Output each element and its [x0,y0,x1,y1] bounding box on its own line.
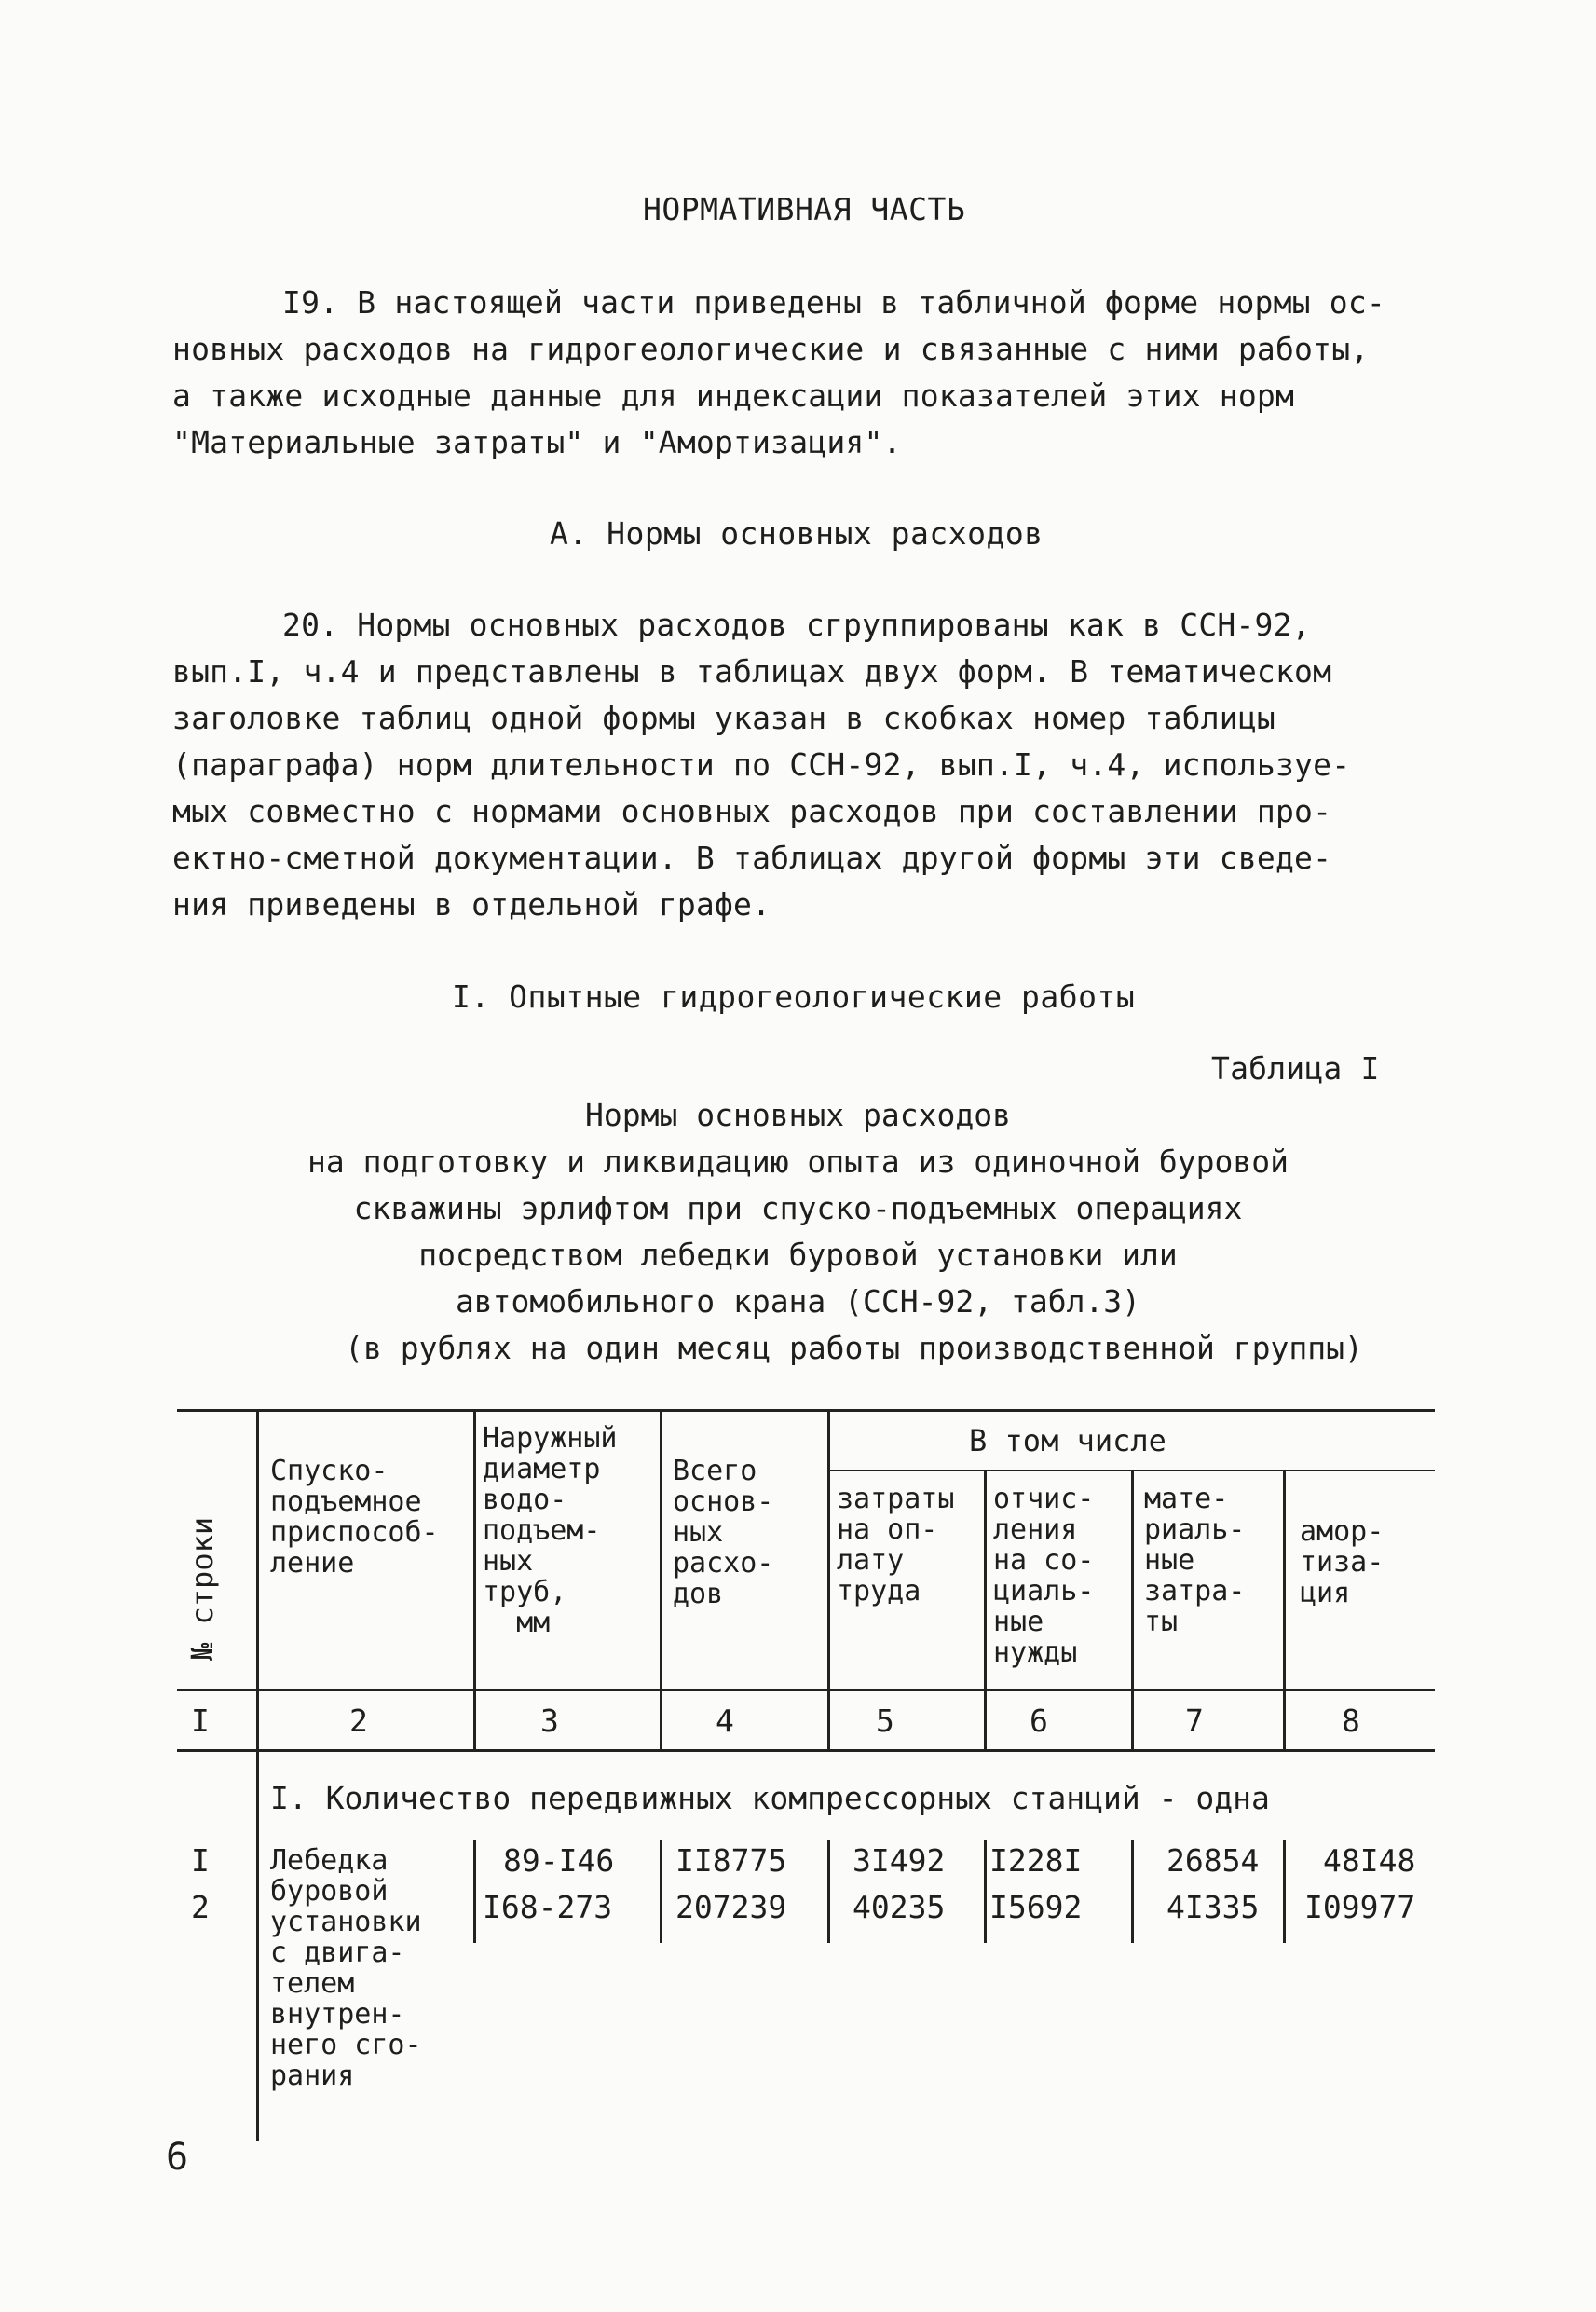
column-number: 4 [716,1703,734,1739]
column-number: 8 [1342,1703,1360,1739]
amortization-header: амор- тиза- ция [1300,1515,1385,1609]
materials-cell: 4I335 [1166,1889,1260,1925]
row-number: I [191,1842,210,1879]
labor-cell: 3I492 [853,1842,946,1879]
intro-line: новных расходов на гидрогеологические и связанные с ними работы, [172,331,1370,367]
materials-header: мате- риаль- ные затра- ты [1144,1483,1246,1638]
para20-line: заголовке таблиц одной формы указан в скобках номер таблицы [172,700,1275,736]
para20-line: 20. Нормы основных расходов сгруппированы как в ССН-92, [282,607,1311,643]
col-divider [473,1409,476,1749]
row-number: 2 [191,1889,210,1925]
total-cell: 207239 [675,1889,787,1925]
intro-line: I9. В настоящей части приведены в табличной форме нормы ос- [282,284,1385,321]
table-caption-line: посредством лебедки буровой установки или [418,1237,1178,1273]
col-divider [1283,1840,1286,1943]
page-title: НОРМАТИВНАЯ ЧАСТЬ [643,191,966,227]
social-cell: I5692 [989,1889,1083,1925]
table-caption-line: Нормы основных расходов [585,1097,1011,1133]
device-cell: Лебедка буровой установки с двига- телем внутрен- него сго- рания [270,1844,422,2092]
labor-header: затраты на оп- лату труда [837,1483,955,1607]
col-divider [660,1840,662,1943]
group-title: I. Количество передвижных компрессорных станций - одна [270,1780,1270,1816]
table-caption-line: скважины эрлифтом при спуско-подъемных операциях [353,1190,1243,1226]
col-divider [827,1409,830,1749]
table-label: Таблица I [1211,1050,1380,1087]
col-divider [984,1470,987,1749]
col-divider [984,1840,987,1943]
materials-cell: 26854 [1166,1842,1260,1879]
table-caption-line: (в рублях на один месяц работы производственной группы) [345,1330,1363,1366]
column-number: I [191,1703,210,1739]
para20-line: вып.I, ч.4 и представлены в таблицах двух форм. В тематическом [172,653,1332,690]
total-cell: II8775 [675,1842,787,1879]
col-divider [1131,1840,1134,1943]
table-caption-line: на подготовку и ликвидацию опыта из одиночной буровой [307,1143,1289,1180]
column-number: 6 [1030,1703,1048,1739]
col-divider [827,1840,830,1943]
intro-line: а также исходные данные для индексации показателей этих норм [172,377,1295,414]
col-divider [1131,1470,1134,1749]
col-divider [660,1409,662,1749]
social-header: отчис- ления на со- циаль- ные нужды [993,1483,1095,1669]
amortization-cell: I09977 [1304,1889,1416,1925]
table-top-rule [177,1409,1435,1412]
amortization-cell: 48I48 [1323,1842,1416,1879]
device-header: Спуско- подъемное приспособ- ление [270,1455,439,1580]
group-header: В том числе [969,1423,1166,1458]
social-cell: I228I [989,1842,1083,1879]
para20-line: мых совместно с нормами основных расходов при составлении про- [172,793,1332,829]
labor-cell: 40235 [853,1889,946,1925]
para20-line: ектно-сметной документации. В таблицах другой формы эти сведе- [172,840,1332,876]
page-number: 6 [166,2136,189,2179]
col-divider [473,1840,476,1943]
diameter-cell: I68-273 [483,1889,613,1925]
table-caption-line: автомобильного крана (ССН-92, табл.3) [455,1283,1141,1320]
row-number-header: № строки [184,1516,220,1661]
column-numbers-rule [177,1749,1435,1752]
para20-line: ния приведены в отдельной графе. [172,886,771,923]
col-divider [1283,1470,1286,1749]
col-divider [256,1409,259,2141]
column-number: 2 [349,1703,368,1739]
diameter-cell: 89-I46 [503,1842,615,1879]
para20-line: (параграфа) норм длительности по ССН-92, вып.I, ч.4, используе- [172,746,1351,783]
intro-line: "Материальные затраты" и "Амортизация". [172,424,902,460]
section-a-heading: А. Нормы основных расходов [550,515,1044,552]
column-number: 3 [540,1703,559,1739]
total-header: Всего основ- ных расхо- дов [673,1455,774,1610]
section-1-heading: I. Опытные гидрогеологические работы [452,978,1136,1015]
diameter-header: Наружный диаметр водо- подъем- ных труб, мм [483,1422,618,1639]
column-number: 7 [1185,1703,1204,1739]
column-number: 5 [876,1703,894,1739]
header-bottom-rule [177,1689,1435,1691]
